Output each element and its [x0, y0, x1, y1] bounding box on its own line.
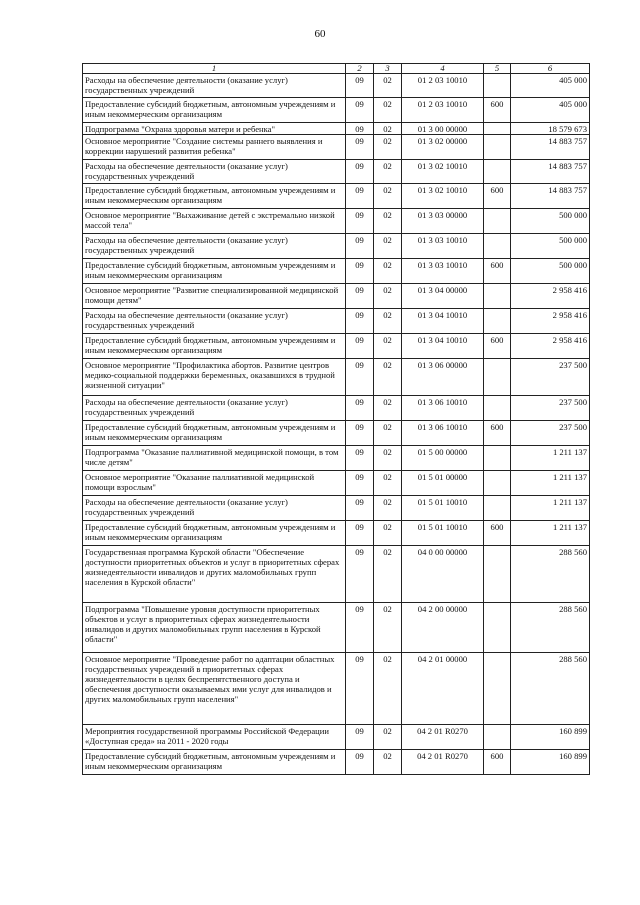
row-section-cell: 09: [346, 546, 374, 603]
row-name-cell: Предоставление субсидий бюджетным, автономным учреждениям и иным некоммерческим организациям: [83, 259, 346, 284]
row-name-cell: Основное мероприятие "Создание системы раннего выявления и коррекции нарушений развития ребенка": [83, 135, 346, 160]
row-subsection-cell: 02: [374, 98, 402, 123]
row-name-cell: Предоставление субсидий бюджетным, автономным учреждениям и иным некоммерческим организациям: [83, 334, 346, 359]
row-name-cell: Государственная программа Курской области "Обеспечение доступности приоритетных объектов и услуг в приоритетных сферах жизнедеятельности инвалидов и других маломобильных групп населения в Курской области": [83, 546, 346, 603]
row-subsection-cell: 02: [374, 334, 402, 359]
row-name-cell: Расходы на обеспечение деятельности (оказание услуг) государственных учреждений: [83, 74, 346, 98]
table-row: [83, 603, 590, 653]
row-name-cell: Расходы на обеспечение деятельности (оказание услуг) государственных учреждений: [83, 309, 346, 334]
row-name-cell: Основное мероприятие "Выхаживание детей с экстремально низкой массой тела": [83, 209, 346, 234]
row-target-code-cell: 01 5 01 00000: [402, 471, 484, 496]
row-subsection-cell: 02: [374, 160, 402, 184]
page-number: 60: [314, 28, 326, 40]
row-expense-type-cell: [484, 446, 511, 471]
row-amount-cell: 160 899: [511, 725, 590, 750]
row-subsection-cell: 02: [374, 603, 402, 653]
row-amount-cell: 14 883 757: [511, 135, 590, 160]
table-row: [83, 396, 590, 421]
row-amount-cell: 1 211 137: [511, 521, 590, 546]
table-row: [83, 309, 590, 334]
table-row: [83, 446, 590, 471]
row-amount-cell: 288 560: [511, 653, 590, 725]
row-amount-cell: 1 211 137: [511, 496, 590, 521]
row-name-cell: Подпрограмма "Оказание паллиативной медицинской помощи, в том числе детям": [83, 446, 346, 471]
table-row: [83, 471, 590, 496]
row-subsection-cell: 02: [374, 135, 402, 160]
row-target-code-cell: 01 3 04 10010: [402, 334, 484, 359]
row-target-code-cell: 01 3 03 10010: [402, 234, 484, 259]
row-amount-cell: 500 000: [511, 209, 590, 234]
table-row: [83, 421, 590, 446]
row-subsection-cell: 02: [374, 750, 402, 775]
row-section-cell: 09: [346, 74, 374, 98]
row-target-code-cell: 04 0 00 00000: [402, 546, 484, 603]
row-section-cell: 09: [346, 234, 374, 259]
table-row: [83, 135, 590, 160]
row-amount-cell: 288 560: [511, 603, 590, 653]
column-header: 6: [511, 64, 590, 74]
row-name-cell: Расходы на обеспечение деятельности (оказание услуг) государственных учреждений: [83, 496, 346, 521]
table-row: [83, 184, 590, 209]
row-amount-cell: 288 560: [511, 546, 590, 603]
row-name-cell: Предоставление субсидий бюджетным, автономным учреждениям и иным некоммерческим организациям: [83, 750, 346, 775]
row-target-code-cell: 01 2 03 10010: [402, 74, 484, 98]
row-expense-type-cell: 600: [484, 750, 511, 775]
row-section-cell: 09: [346, 521, 374, 546]
table-row: [83, 725, 590, 750]
row-name-cell: Основное мероприятие "Развитие специализированной медицинской помощи детям": [83, 284, 346, 309]
row-target-code-cell: 01 5 01 10010: [402, 521, 484, 546]
row-target-code-cell: 01 3 06 10010: [402, 396, 484, 421]
table-row: [83, 123, 590, 135]
row-expense-type-cell: 600: [484, 184, 511, 209]
column-header: 2: [346, 64, 374, 74]
row-name-cell: Основное мероприятие "Оказание паллиативной медицинской помощи взрослым": [83, 471, 346, 496]
row-amount-cell: 2 958 416: [511, 309, 590, 334]
row-section-cell: 09: [346, 421, 374, 446]
row-target-code-cell: 04 2 01 R0270: [402, 725, 484, 750]
row-expense-type-cell: [484, 653, 511, 725]
row-section-cell: 09: [346, 334, 374, 359]
row-name-cell: Расходы на обеспечение деятельности (оказание услуг) государственных учреждений: [83, 234, 346, 259]
row-subsection-cell: 02: [374, 123, 402, 135]
row-expense-type-cell: [484, 546, 511, 603]
row-section-cell: 09: [346, 284, 374, 309]
row-amount-cell: 405 000: [511, 98, 590, 123]
row-target-code-cell: 04 2 01 R0270: [402, 750, 484, 775]
row-name-cell: Подпрограмма "Охрана здоровья матери и ребенка": [83, 123, 346, 135]
table-row: [83, 521, 590, 546]
row-subsection-cell: 02: [374, 446, 402, 471]
row-expense-type-cell: [484, 725, 511, 750]
row-target-code-cell: 01 3 03 10010: [402, 259, 484, 284]
row-subsection-cell: 02: [374, 309, 402, 334]
row-target-code-cell: 01 3 00 00000: [402, 123, 484, 135]
row-target-code-cell: 04 2 00 00000: [402, 603, 484, 653]
row-subsection-cell: 02: [374, 74, 402, 98]
row-amount-cell: 14 883 757: [511, 184, 590, 209]
row-section-cell: 09: [346, 309, 374, 334]
row-target-code-cell: 01 3 02 00000: [402, 135, 484, 160]
row-target-code-cell: 01 5 01 10010: [402, 496, 484, 521]
row-amount-cell: 160 899: [511, 750, 590, 775]
row-section-cell: 09: [346, 396, 374, 421]
row-target-code-cell: 01 3 04 00000: [402, 284, 484, 309]
table-row: [83, 234, 590, 259]
column-header: 4: [402, 64, 484, 74]
row-expense-type-cell: [484, 135, 511, 160]
row-expense-type-cell: [484, 123, 511, 135]
row-expense-type-cell: [484, 160, 511, 184]
table-row: [83, 284, 590, 309]
row-name-cell: Предоставление субсидий бюджетным, автономным учреждениям и иным некоммерческим организациям: [83, 98, 346, 123]
row-name-cell: Основное мероприятие "Проведение работ по адаптации областных государственных учреждений в приоритетных сферах жизнедеятельности в целях беспрепятственного доступа и обеспечения доступности оказываемых ими услуг для инвалидов и других маломобильных групп населения": [83, 653, 346, 725]
table-row: [83, 98, 590, 123]
row-amount-cell: 237 500: [511, 359, 590, 396]
row-expense-type-cell: [484, 284, 511, 309]
row-name-cell: Расходы на обеспечение деятельности (оказание услуг) государственных учреждений: [83, 160, 346, 184]
row-subsection-cell: 02: [374, 284, 402, 309]
row-subsection-cell: 02: [374, 546, 402, 603]
row-section-cell: 09: [346, 209, 374, 234]
row-amount-cell: 14 883 757: [511, 160, 590, 184]
budget-table: [82, 63, 590, 775]
row-section-cell: 09: [346, 259, 374, 284]
row-amount-cell: 1 211 137: [511, 446, 590, 471]
row-amount-cell: 500 000: [511, 259, 590, 284]
row-amount-cell: 500 000: [511, 234, 590, 259]
row-expense-type-cell: [484, 496, 511, 521]
column-header: 3: [374, 64, 402, 74]
row-section-cell: 09: [346, 471, 374, 496]
table-row: [83, 209, 590, 234]
row-section-cell: 09: [346, 496, 374, 521]
row-expense-type-cell: [484, 603, 511, 653]
row-name-cell: Расходы на обеспечение деятельности (оказание услуг) государственных учреждений: [83, 396, 346, 421]
table-row: [83, 160, 590, 184]
row-section-cell: 09: [346, 653, 374, 725]
row-amount-cell: 18 579 673: [511, 123, 590, 135]
row-subsection-cell: 02: [374, 521, 402, 546]
row-expense-type-cell: 600: [484, 521, 511, 546]
row-amount-cell: 405 000: [511, 74, 590, 98]
row-section-cell: 09: [346, 135, 374, 160]
row-subsection-cell: 02: [374, 259, 402, 284]
row-subsection-cell: 02: [374, 359, 402, 396]
row-expense-type-cell: [484, 309, 511, 334]
row-section-cell: 09: [346, 446, 374, 471]
row-expense-type-cell: [484, 209, 511, 234]
row-section-cell: 09: [346, 184, 374, 209]
row-target-code-cell: 01 3 06 00000: [402, 359, 484, 396]
row-expense-type-cell: [484, 396, 511, 421]
row-section-cell: 09: [346, 603, 374, 653]
row-target-code-cell: 01 3 03 00000: [402, 209, 484, 234]
table-row: [83, 546, 590, 603]
row-name-cell: Подпрограмма "Повышение уровня доступности приоритетных объектов и услуг в приоритетных сферах жизнедеятельности инвалидов и других маломобильных групп населения в Курской области": [83, 603, 346, 653]
row-subsection-cell: 02: [374, 234, 402, 259]
row-section-cell: 09: [346, 359, 374, 396]
row-expense-type-cell: [484, 74, 511, 98]
table-row: [83, 496, 590, 521]
row-expense-type-cell: 600: [484, 259, 511, 284]
row-subsection-cell: 02: [374, 725, 402, 750]
table-header-row: [83, 64, 590, 74]
row-subsection-cell: 02: [374, 471, 402, 496]
row-amount-cell: 1 211 137: [511, 471, 590, 496]
table-row: [83, 334, 590, 359]
row-section-cell: 09: [346, 750, 374, 775]
table-row: [83, 259, 590, 284]
row-target-code-cell: 01 2 03 10010: [402, 98, 484, 123]
row-section-cell: 09: [346, 725, 374, 750]
row-target-code-cell: 01 5 00 00000: [402, 446, 484, 471]
row-name-cell: Предоставление субсидий бюджетным, автономным учреждениям и иным некоммерческим организациям: [83, 521, 346, 546]
row-amount-cell: 2 958 416: [511, 334, 590, 359]
column-header: 1: [83, 64, 346, 74]
row-expense-type-cell: 600: [484, 421, 511, 446]
table-row: [83, 74, 590, 98]
row-subsection-cell: 02: [374, 184, 402, 209]
row-target-code-cell: 01 3 06 10010: [402, 421, 484, 446]
table-row: [83, 750, 590, 775]
row-name-cell: Предоставление субсидий бюджетным, автономным учреждениям и иным некоммерческим организациям: [83, 184, 346, 209]
row-name-cell: Мероприятия государственной программы Российской Федерации «Доступная среда» на 2011 - 2020 годы: [83, 725, 346, 750]
row-target-code-cell: 01 3 02 10010: [402, 160, 484, 184]
row-name-cell: Предоставление субсидий бюджетным, автономным учреждениям и иным некоммерческим организациям: [83, 421, 346, 446]
row-expense-type-cell: [484, 234, 511, 259]
row-subsection-cell: 02: [374, 209, 402, 234]
row-subsection-cell: 02: [374, 396, 402, 421]
row-expense-type-cell: 600: [484, 334, 511, 359]
row-expense-type-cell: [484, 471, 511, 496]
row-section-cell: 09: [346, 123, 374, 135]
row-name-cell: Основное мероприятие "Профилактика абортов. Развитие центров медико-социальной поддержки беременных, оказавшихся в трудной жизненной ситуации": [83, 359, 346, 396]
row-subsection-cell: 02: [374, 421, 402, 446]
row-target-code-cell: 01 3 02 10010: [402, 184, 484, 209]
row-subsection-cell: 02: [374, 496, 402, 521]
row-expense-type-cell: 600: [484, 98, 511, 123]
row-amount-cell: 2 958 416: [511, 284, 590, 309]
table-row: [83, 359, 590, 396]
row-expense-type-cell: [484, 359, 511, 396]
row-target-code-cell: 01 3 04 10010: [402, 309, 484, 334]
row-amount-cell: 237 500: [511, 421, 590, 446]
row-amount-cell: 237 500: [511, 396, 590, 421]
row-target-code-cell: 04 2 01 00000: [402, 653, 484, 725]
column-header: 5: [484, 64, 511, 74]
table-row: [83, 653, 590, 725]
row-section-cell: 09: [346, 98, 374, 123]
row-section-cell: 09: [346, 160, 374, 184]
row-subsection-cell: 02: [374, 653, 402, 725]
